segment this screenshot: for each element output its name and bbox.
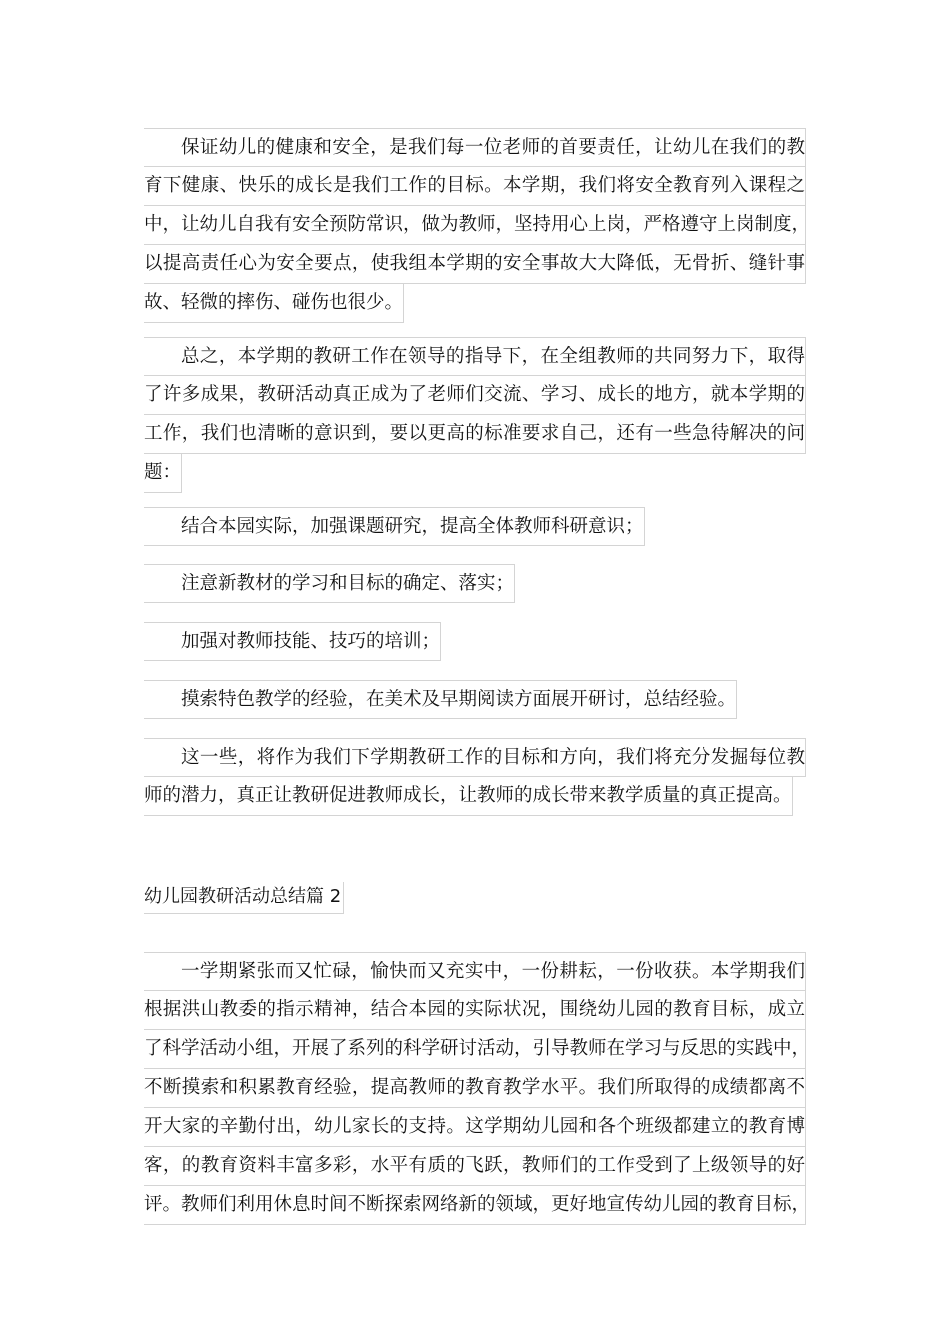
text-line: 师的潜力，真正让教研促进教师成长，让教师的成长带来教学质量的真正提高。: [144, 777, 793, 816]
text-line: 客，的教育资料丰富多彩，水平有质的飞跃，教师们的工作受到了上级领导的好: [144, 1147, 806, 1186]
list-item: [144, 507, 645, 546]
text-line: 育下健康、快乐的成长是我们工作的目标。本学期，我们将安全教育列入课程之: [144, 167, 806, 206]
text-line: 了许多成果，教研活动真正成为了老师们交流、学习、成长的地方，就本学期的: [144, 376, 806, 415]
text-line: 故、轻微的摔伤、碰伤也很少。: [144, 284, 404, 323]
text-line: 以提高责任心为安全要点，使我组本学期的安全事故大大降低，无骨折、缝针事: [144, 245, 806, 284]
text-line: 中，让幼儿自我有安全预防常识，做为教师，坚持用心上岗，严格遵守上岗制度，: [144, 206, 806, 245]
text-line: 评。教师们利用休息时间不断探索网络新的领域，更好地宣传幼儿园的教育目标，: [144, 1186, 806, 1225]
list-item-text: 加强对教师技能、技巧的培训；: [144, 622, 441, 661]
paragraph-section2-intro: [144, 952, 811, 1225]
text-line: 这一些，将作为我们下学期教研工作的目标和方向，我们将充分发掘每位教: [144, 738, 806, 777]
text-line: 总之，本学期的教研工作在领导的指导下，在全组教师的共同努力下，取得: [144, 337, 806, 376]
text-line: 开大家的辛勤付出，幼儿家长的支持。这学期幼儿园和各个班级都建立的教育博: [144, 1108, 806, 1147]
list-item: [144, 564, 515, 603]
paragraph-goals: [144, 738, 806, 816]
text-line: 不断摸索和积累教育经验，提高教师的教育教学水平。我们所取得的成绩都离不: [144, 1069, 806, 1108]
text-line: 一学期紧张而又忙碌，愉快而又充实中，一份耕耘，一份收获。本学期我们: [144, 952, 806, 991]
text-line: 题：: [144, 454, 182, 493]
list-item-text: 摸索特色教学的经验，在美术及早期阅读方面展开研讨，总结经验。: [144, 680, 737, 719]
section-heading: 幼儿园教研活动总结篇 2: [144, 882, 344, 914]
text-line: 工作，我们也清晰的意识到，要以更高的标准要求自己，还有一些急待解决的问: [144, 415, 806, 454]
text-line: 保证幼儿的健康和安全，是我们每一位老师的首要责任，让幼儿在我们的教: [144, 128, 806, 167]
list-item-text: 结合本园实际，加强课题研究，提高全体教师科研意识；: [144, 507, 645, 546]
paragraph-safety: [144, 128, 811, 323]
list-item: [144, 680, 737, 719]
list-item-text: 注意新教材的学习和目标的确定、落实；: [144, 564, 515, 603]
list-item: [144, 622, 441, 661]
text-line: 根据洪山教委的指示精神，结合本园的实际状况，围绕幼儿园的教育目标，成立: [144, 991, 806, 1030]
paragraph-summary: [144, 337, 806, 493]
text-line: 了科学活动小组，开展了系列的科学研讨活动，引导教师在学习与反思的实践中，: [144, 1030, 806, 1069]
